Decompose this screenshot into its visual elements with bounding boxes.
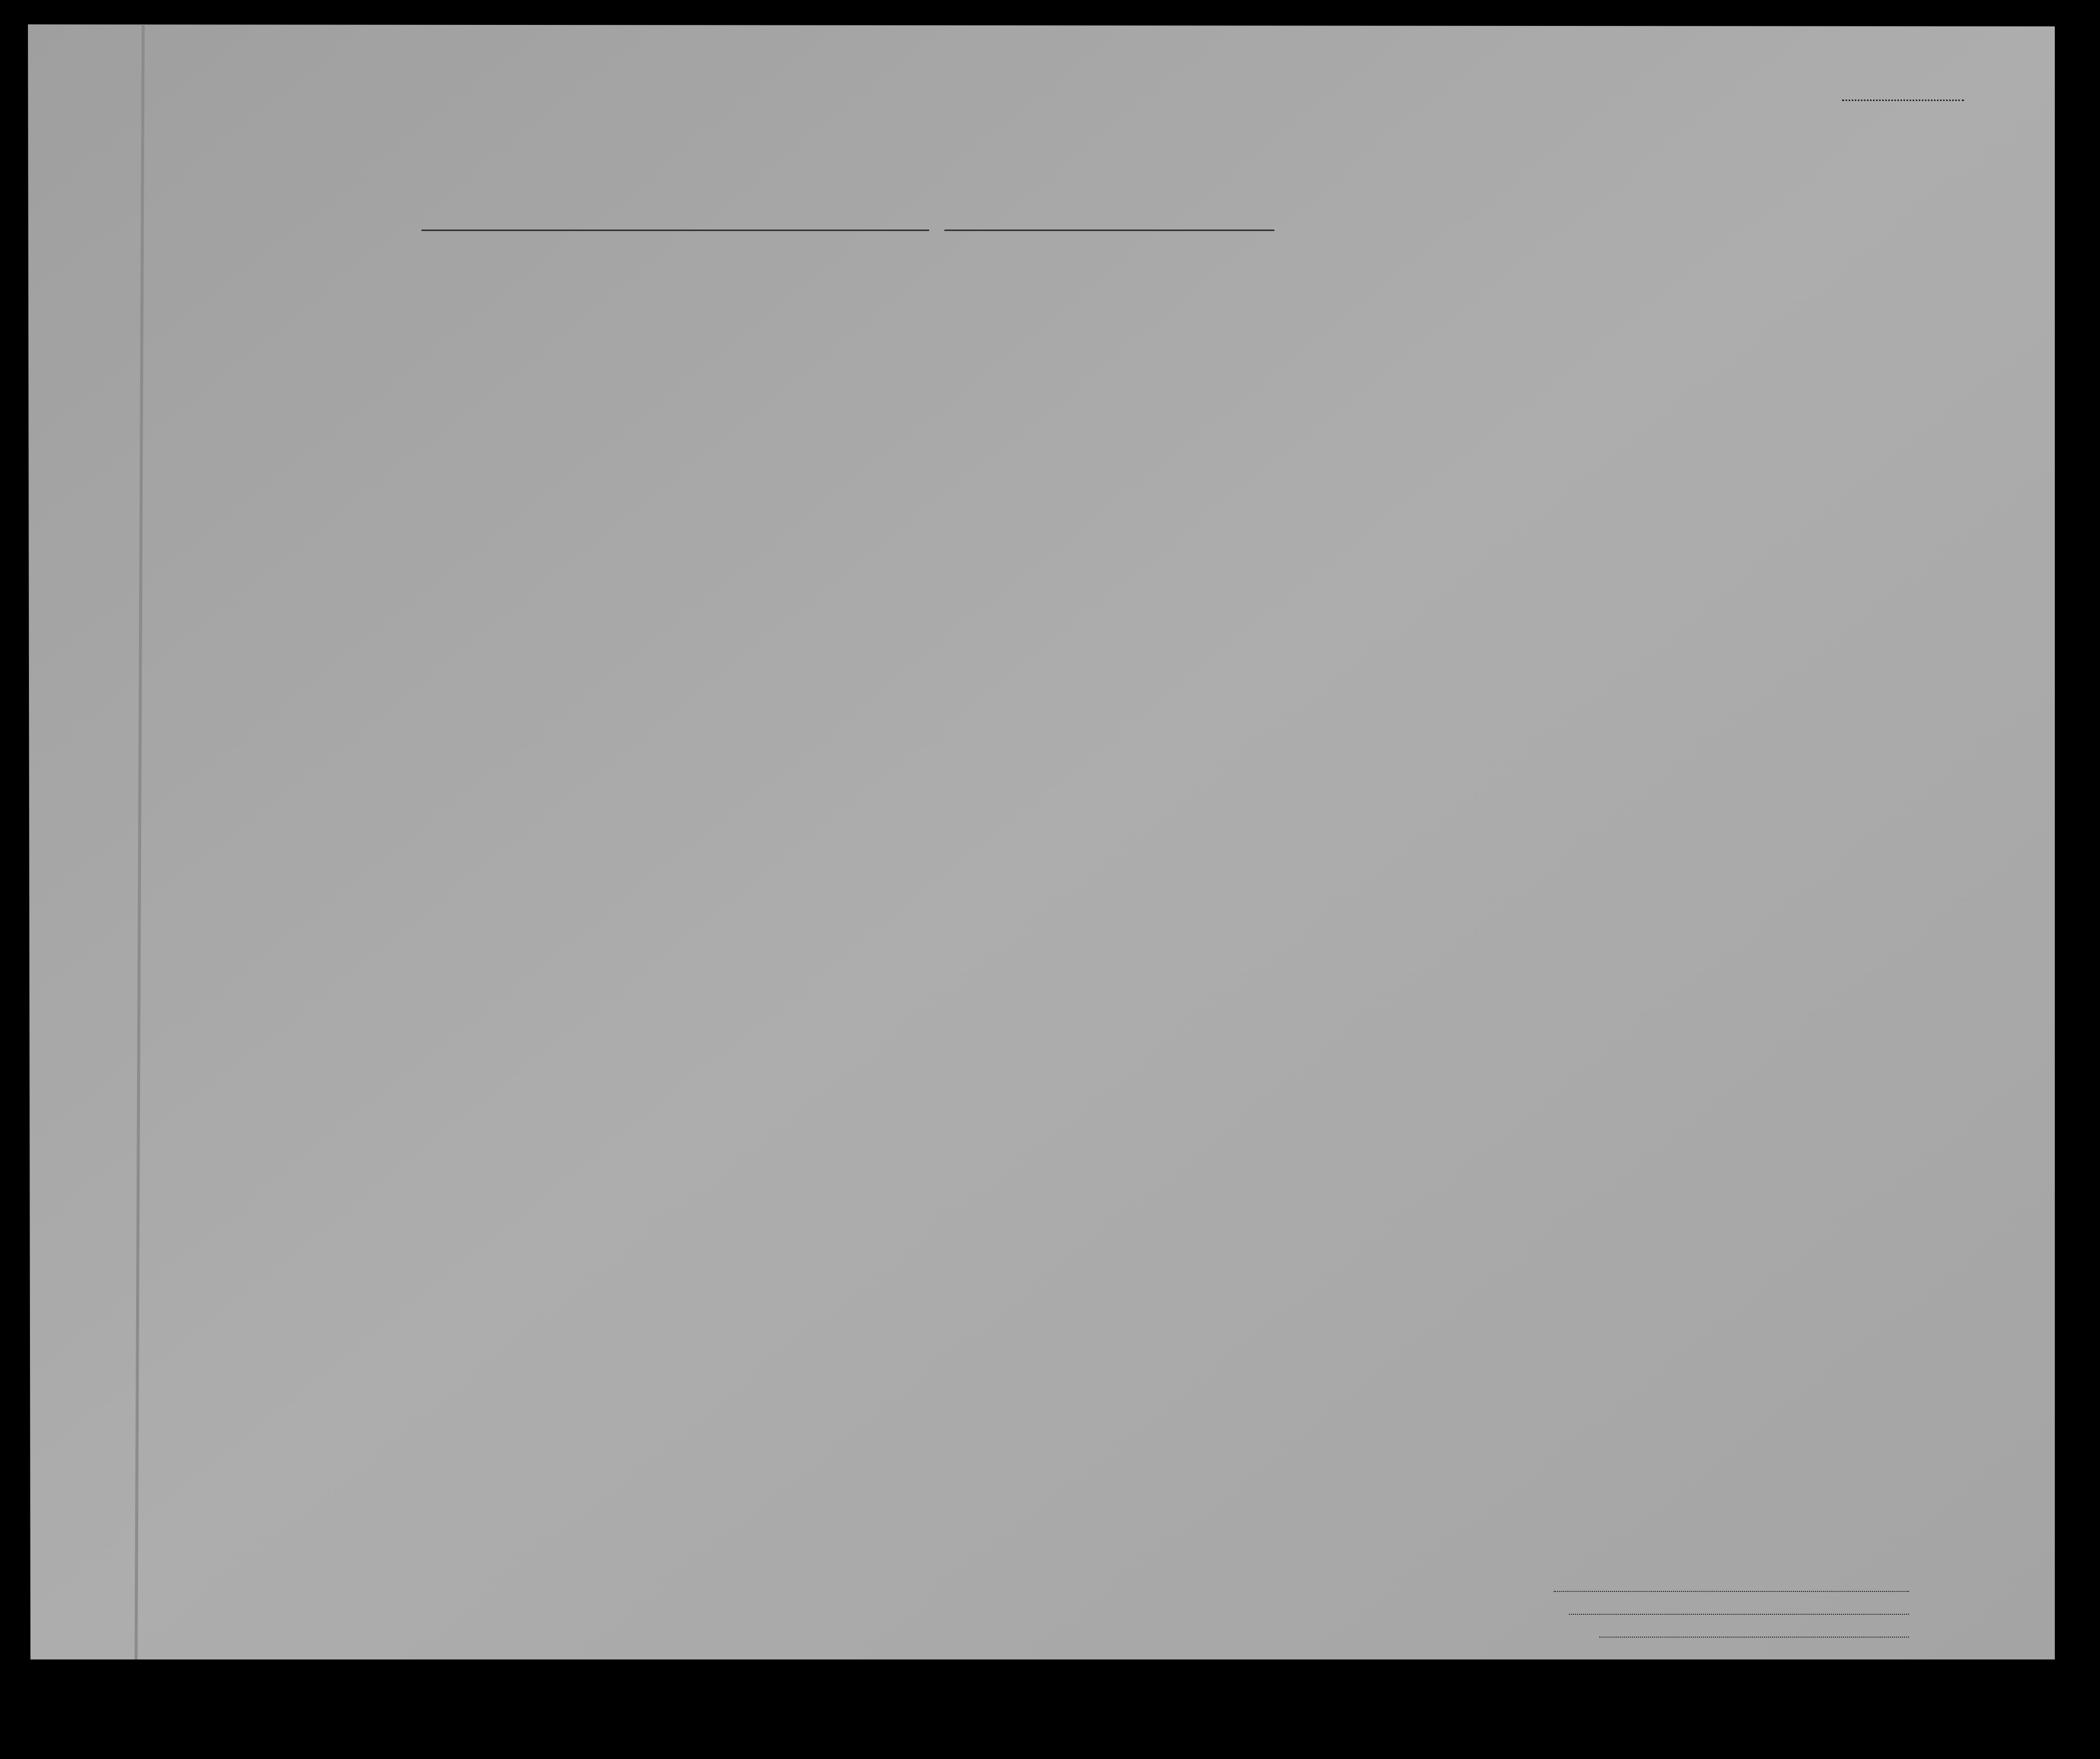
local-agents-field[interactable] xyxy=(1599,1637,1909,1638)
col24-v2 xyxy=(1291,310,1314,401)
col24-v1 xyxy=(1241,310,1267,401)
col31-label xyxy=(1561,284,1580,406)
port-field[interactable] xyxy=(421,230,929,231)
col29-label xyxy=(1500,284,1531,406)
paper-background xyxy=(28,24,2056,1659)
col28-label xyxy=(1448,284,1494,406)
col25-label xyxy=(1353,284,1384,406)
list-field[interactable] xyxy=(1842,100,1964,101)
line-field[interactable] xyxy=(1554,1591,1909,1592)
owners-field[interactable] xyxy=(1569,1614,1909,1615)
date-field[interactable] xyxy=(944,230,1274,231)
col30-label xyxy=(1538,284,1557,406)
col24-v3 xyxy=(1318,310,1340,401)
